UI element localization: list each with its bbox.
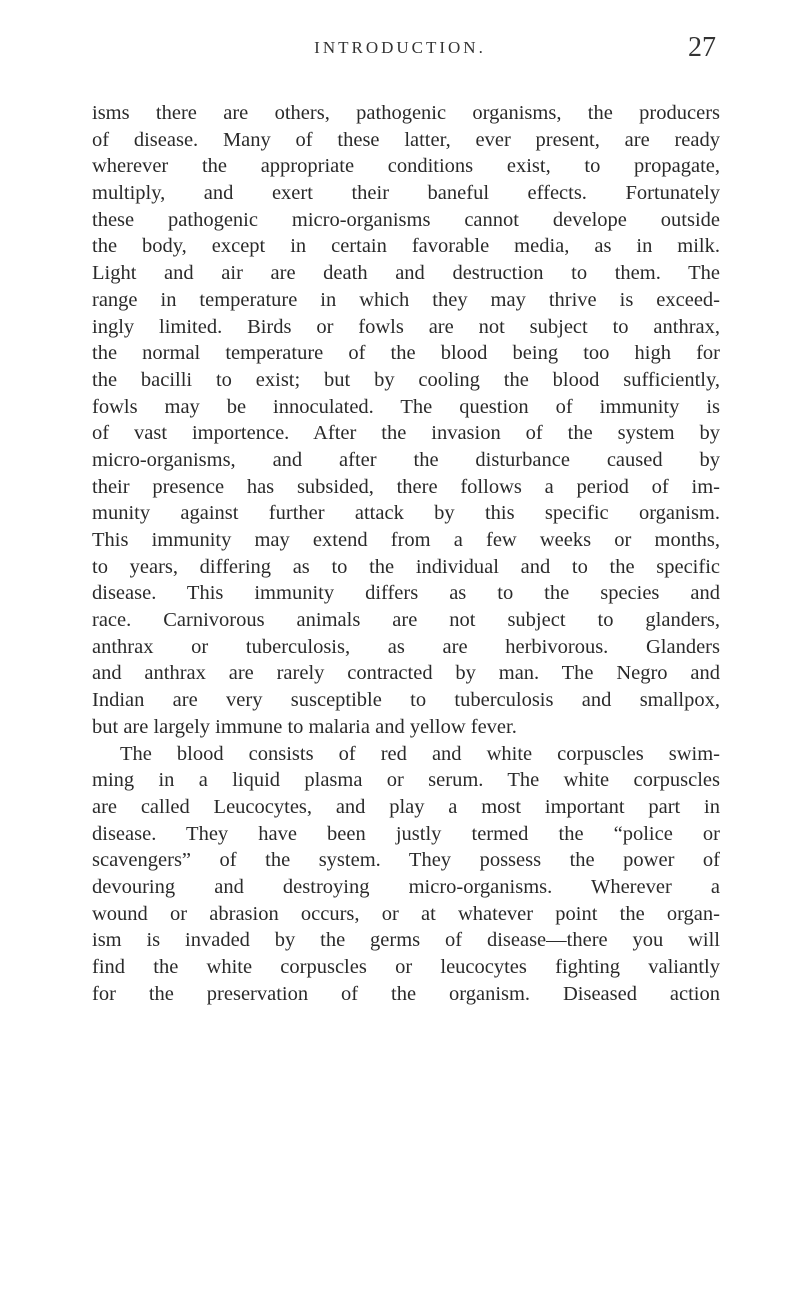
text-line: ingly limited. Birds or fowls are not subject to anthrax, — [92, 315, 720, 338]
text-line: are called Leucocytes, and play a most important part in — [92, 795, 720, 818]
text-line: wherever the appropriate conditions exist, to propagate, — [92, 155, 720, 178]
text-line: for the preservation of the organism. Diseased action — [92, 982, 720, 1005]
text-line: scavengers” of the system. They possess the power of — [92, 849, 720, 872]
text-line: the body, except in certain favorable media, as in milk. — [92, 235, 720, 258]
text-line: their presence has subsided, there follows a period of im- — [92, 475, 720, 498]
paragraph-start-line: The blood consists of red and white corpuscles swim- — [120, 742, 720, 765]
text-line: ming in a liquid plasma or serum. The white corpuscles — [92, 769, 720, 792]
text-line: of disease. Many of these latter, ever present, are ready — [92, 128, 720, 151]
text-line: This immunity may extend from a few weeks or months, — [92, 529, 720, 551]
text-line: race. Carnivorous animals are not subject to glanders, — [92, 609, 720, 632]
text-line: range in temperature in which they may thrive is exceed- — [92, 288, 720, 311]
running-head — [0, 32, 800, 72]
text-line: find the white corpuscles or leucocytes fighting valiantly — [92, 956, 720, 978]
text-line: multiply, and exert their baneful effects. Fortunately — [92, 182, 720, 205]
text-line: disease. They have been justly termed the “police or — [92, 822, 720, 845]
text-line: of vast importence. After the invasion of the system by — [92, 422, 720, 445]
text-line: the normal temperature of the blood being too high for — [92, 342, 720, 365]
text-line: to years, differing as to the individual and to the specific — [92, 555, 720, 578]
page-number: 27 — [688, 32, 716, 63]
page-header-title: INTRODUCTION. — [314, 38, 486, 57]
text-line: the bacilli to exist; but by cooling the blood sufficiently, — [92, 368, 720, 391]
text-line: isms there are others, pathogenic organisms, the producers — [92, 102, 720, 124]
text-line: micro-organisms, and after the disturbance caused by — [92, 448, 720, 471]
body-text — [92, 100, 720, 1007]
text-line: wound or abrasion occurs, or at whatever point the organ- — [92, 902, 720, 925]
text-line: and anthrax are rarely contracted by man. The Negro and — [92, 662, 720, 685]
text-line: devouring and destroying micro-organisms. Wherever a — [92, 875, 720, 898]
text-line: these pathogenic micro-organisms cannot develope outside — [92, 208, 720, 231]
text-line: Indian are very susceptible to tuberculosis and smallpox, — [92, 689, 720, 712]
text-line: anthrax or tuberculosis, as are herbivorous. Glanders — [92, 635, 720, 658]
text-line: fowls may be innoculated. The question of immunity is — [92, 395, 720, 418]
text-line: disease. This immunity differs as to the species and — [92, 582, 720, 605]
text-line: ism is invaded by the germs of disease—there you will — [92, 929, 720, 952]
paragraph-end-line: but are largely immune to malaria and yellow fever. — [92, 715, 517, 738]
text-line: Light and air are death and destruction to them. The — [92, 262, 720, 285]
text-line: munity against further attack by this specific organism. — [92, 502, 720, 525]
